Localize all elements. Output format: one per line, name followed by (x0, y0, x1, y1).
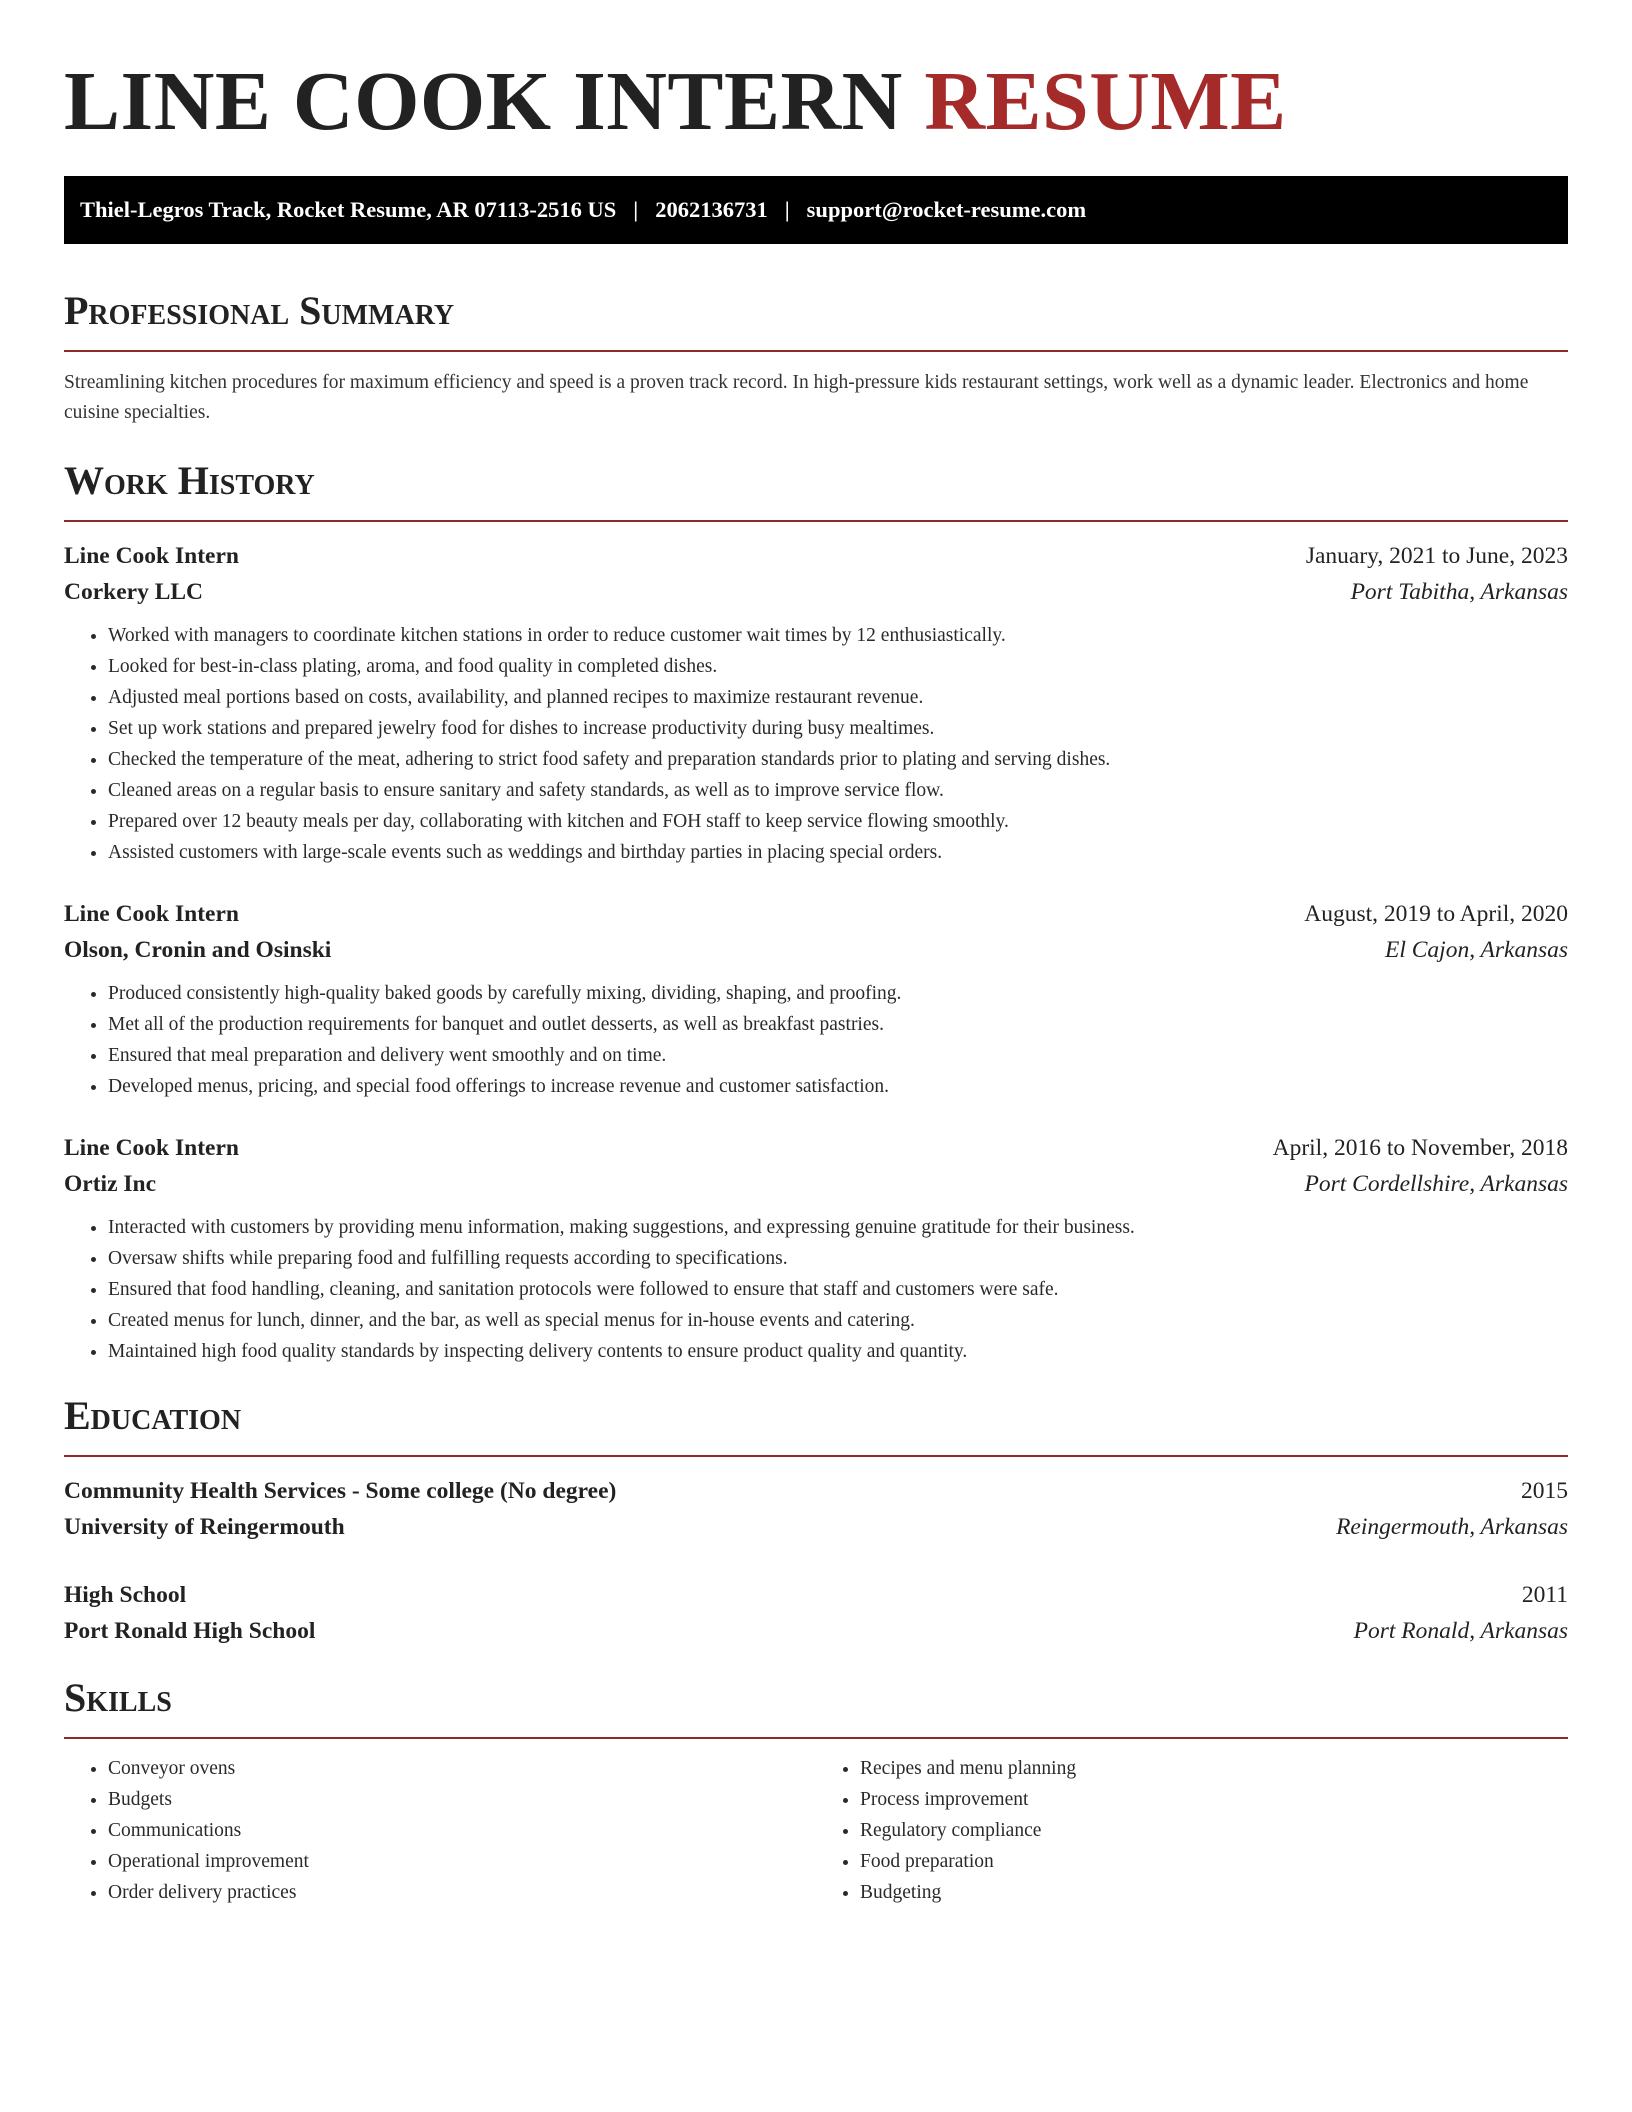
contact-separator: | (633, 197, 639, 222)
skills-grid (64, 1739, 1568, 1908)
job-bullet: • Produced consistently high-quality baked goods by carefully mixing, dividing, shaping, and proofing. (108, 978, 1568, 1009)
skill-item: • Communications (108, 1815, 816, 1846)
skills-column-left (64, 1753, 816, 1908)
job-company: Olson, Cronin and Osinski (64, 937, 332, 963)
education-year: 2011 (1521, 1582, 1568, 1608)
job-company: Corkery LLC (64, 579, 204, 605)
section-divider (64, 350, 1568, 352)
job-bullet: • Ensured that meal preparation and delivery went smoothly and on time. (108, 1040, 1568, 1071)
job-company: Ortiz Inc (64, 1171, 157, 1197)
job-title: Line Cook Intern (64, 543, 239, 569)
job-bullets (64, 978, 1568, 1102)
education-location: Port Ronald, Arkansas (1353, 1618, 1568, 1644)
job-company-row (64, 574, 1568, 610)
job-bullet: • Looked for best-in-class plating, aroma, and food quality in completed dishes. (108, 651, 1568, 682)
job-location: Port Cordellshire, Arkansas (1304, 1171, 1568, 1197)
job-dates: January, 2021 to June, 2023 (1305, 543, 1568, 569)
education-location: Reingermouth, Arkansas (1336, 1514, 1568, 1540)
skill-item: • Recipes and menu planning (860, 1753, 1568, 1784)
section-divider (64, 1455, 1568, 1457)
job-entry (64, 896, 1568, 1102)
skill-item: • Regulatory compliance (860, 1815, 1568, 1846)
job-dates: April, 2016 to November, 2018 (1272, 1135, 1568, 1161)
skill-item: • Budgets (108, 1784, 816, 1815)
section-heading-education: Education (64, 1393, 242, 1438)
job-header-row (64, 896, 1568, 932)
title-accent: RESUME (924, 55, 1287, 148)
job-bullet: • Ensured that food handling, cleaning, and sanitation protocols were followed to ensure that staff and customers were safe. (108, 1274, 1568, 1305)
skills-section (64, 1673, 1568, 1908)
job-bullet: • Set up work stations and prepared jewelry food for dishes to increase productivity during busy mealtimes. (108, 713, 1568, 744)
contact-separator: | (784, 197, 790, 222)
job-entry (64, 538, 1568, 868)
skill-item: • Budgeting (860, 1877, 1568, 1908)
job-location: Port Tabitha, Arkansas (1350, 579, 1568, 605)
skill-item: • Order delivery practices (108, 1877, 816, 1908)
skills-column-right (816, 1753, 1568, 1908)
contact-address: Thiel-Legros Track, Rocket Resume, AR 07113-2516 US (80, 197, 617, 222)
skill-item: • Food preparation (860, 1846, 1568, 1877)
section-heading-skills: Skills (64, 1675, 172, 1720)
job-entry (64, 1130, 1568, 1367)
skill-item: • Conveyor ovens (108, 1753, 816, 1784)
education-school-row (64, 1509, 1568, 1545)
job-bullet: • Checked the temperature of the meat, adhering to strict food safety and preparation standards prior to plating and serving dishes. (108, 744, 1568, 775)
education-degree: Community Health Services - Some college (No degree) (64, 1478, 617, 1504)
education-school-row (64, 1613, 1568, 1649)
section-divider (64, 520, 1568, 522)
job-bullet: • Interacted with customers by providing menu information, making suggestions, and expressing genuine gratitude for their business. (108, 1212, 1568, 1243)
job-header-row (64, 538, 1568, 574)
skill-item: • Operational improvement (108, 1846, 816, 1877)
job-dates: August, 2019 to April, 2020 (1304, 901, 1568, 927)
job-bullets (64, 620, 1568, 868)
job-bullet: • Created menus for lunch, dinner, and the bar, as well as special menus for in-house events and catering. (108, 1305, 1568, 1336)
job-bullet: • Met all of the production requirements for banquet and outlet desserts, as well as breakfast pastries. (108, 1009, 1568, 1040)
education-year: 2015 (1521, 1478, 1568, 1504)
work-history-section (64, 456, 1568, 1367)
resume-title (64, 0, 1568, 150)
job-bullet: • Worked with managers to coordinate kitchen stations in order to reduce customer wait times by 12 enthusiastically. (108, 620, 1568, 651)
education-entry (64, 1577, 1568, 1649)
job-bullet: • Maintained high food quality standards by inspecting delivery contents to ensure product quality and quantity. (108, 1336, 1568, 1367)
education-entry (64, 1473, 1568, 1545)
contact-email: support@rocket-resume.com (806, 197, 1087, 222)
section-heading-work-history: Work History (64, 458, 315, 503)
job-bullet: • Cleaned areas on a regular basis to ensure sanitary and safety standards, as well as to improve service flow. (108, 775, 1568, 806)
education-section (64, 1391, 1568, 1649)
education-school: Port Ronald High School (64, 1618, 316, 1644)
summary-text: Streamlining kitchen procedures for maximum efficiency and speed is a proven track record. In high-pressure kids restaurant settings, work well as a dynamic leader. Electronics and home cuisine specialties. (64, 372, 1529, 423)
resume-page (64, 0, 1568, 1908)
section-heading-summary: Professional Summary (64, 288, 455, 333)
job-title: Line Cook Intern (64, 901, 239, 927)
summary-section (64, 286, 1568, 428)
job-bullet: • Adjusted meal portions based on costs, availability, and planned recipes to maximize restaurant revenue. (108, 682, 1568, 713)
job-header-row (64, 1130, 1568, 1166)
education-school: University of Reingermouth (64, 1514, 345, 1540)
job-company-row (64, 932, 1568, 968)
skill-item: • Process improvement (860, 1784, 1568, 1815)
job-bullet: • Assisted customers with large-scale events such as weddings and birthday parties in placing special orders. (108, 837, 1568, 868)
job-company-row (64, 1166, 1568, 1202)
job-bullet: • Prepared over 12 beauty meals per day, collaborating with kitchen and FOH staff to keep service flowing smoothly. (108, 806, 1568, 837)
job-location: El Cajon, Arkansas (1384, 937, 1568, 963)
job-bullet: • Oversaw shifts while preparing food and fulfilling requests according to specifications. (108, 1243, 1568, 1274)
education-degree: High School (64, 1582, 187, 1608)
education-header-row (64, 1577, 1568, 1613)
job-bullets (64, 1212, 1568, 1367)
job-title: Line Cook Intern (64, 1135, 239, 1161)
title-main: LINE COOK INTERN (64, 55, 903, 148)
contact-bar (64, 176, 1568, 244)
job-bullet: • Developed menus, pricing, and special food offerings to increase revenue and customer satisfaction. (108, 1071, 1568, 1102)
contact-phone: 2062136731 (655, 197, 768, 222)
education-header-row (64, 1473, 1568, 1509)
